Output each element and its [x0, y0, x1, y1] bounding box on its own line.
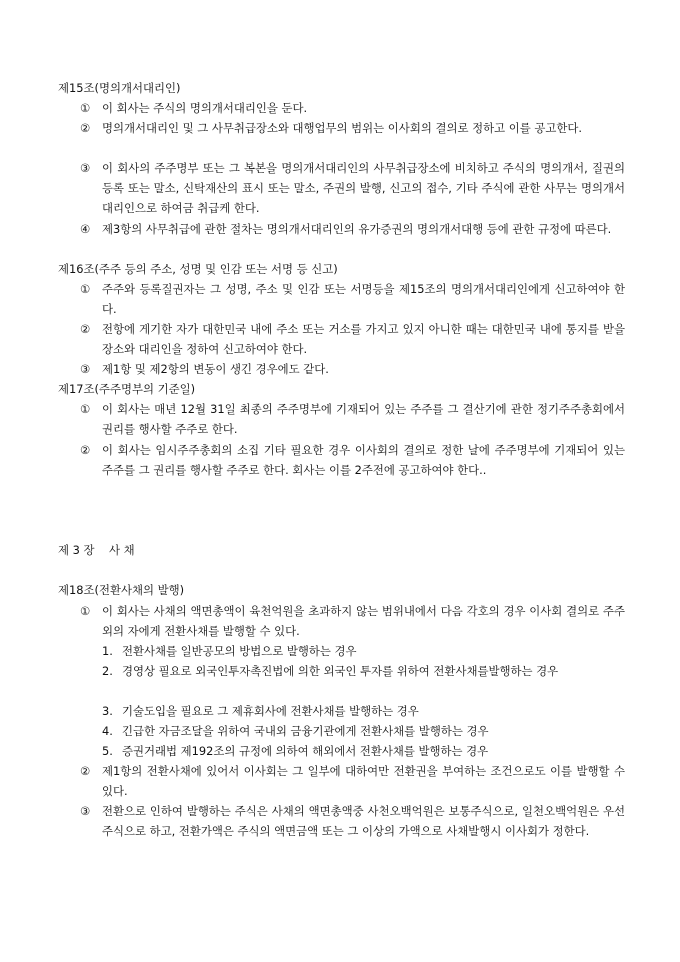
- sub-number: 1.: [102, 644, 113, 658]
- article-16-title: 제16조(주주 등의 주소, 성명 및 인감 또는 서명 등 신고): [58, 262, 338, 276]
- item-number: ③: [80, 161, 91, 175]
- sub-number: 3.: [102, 704, 113, 718]
- chapter-label: 제 3 장: [58, 543, 95, 557]
- article-17-item-2: [80, 440, 625, 480]
- article-18-item-2: [80, 761, 625, 801]
- sub-number: 2.: [102, 664, 113, 678]
- article-15-item-4: [80, 219, 625, 239]
- item-text: 이 회사는 매년 12월 31일 최종의 주주명부에 기재되어 있는 주주를 그 결산기에 관한 정기주주총회에서 권리를 행사할 주주로 한다.: [102, 402, 625, 436]
- item-number: ①: [80, 402, 91, 416]
- item-number: ②: [80, 121, 91, 135]
- article-18-sub-1: [102, 641, 624, 661]
- item-number: ②: [80, 443, 91, 457]
- sub-number: 4.: [102, 724, 113, 738]
- item-number: ③: [80, 804, 91, 818]
- article-18-title: 제18조(전환사채의 발행): [58, 583, 185, 597]
- item-text: 제1항의 전환사채에 있어서 이사회는 그 일부에 대하여만 전환권을 부여하는 조건으로도 이를 발행할 수 있다.: [102, 764, 625, 798]
- chapter-name: 사 채: [108, 543, 135, 557]
- article-15-item-3: [80, 158, 625, 218]
- item-text: 이 회사는 사채의 액면총액이 육천억원을 초과하지 않는 범위내에서 다음 각호의 경우 이사회 결의로 주주외의 자에게 전환사채를 발행할 수 있다.: [102, 604, 625, 638]
- item-number: ③: [80, 362, 91, 376]
- article-18-sub-5: [102, 741, 624, 761]
- item-number: ①: [80, 101, 91, 115]
- article-16-item-1: [80, 279, 625, 319]
- article-15-item-2: [80, 118, 625, 138]
- item-number: ①: [80, 604, 91, 618]
- article-18-sub-3: [102, 701, 624, 721]
- item-text: 명의개서대리인 및 그 사무취급장소와 대행업무의 범위는 이사회의 결의로 정하고 이를 공고한다.: [102, 121, 582, 135]
- article-16-item-2: [80, 319, 625, 359]
- article-18-item-3: [80, 801, 625, 841]
- sub-number: 5.: [102, 744, 113, 758]
- item-text: 전항에 게기한 자가 대한민국 내에 주소 또는 거소를 가지고 있지 아니한 때는 대한민국 내에 통지를 받을 장소와 대리인을 정하여 신고하여야 한다.: [102, 322, 625, 356]
- item-text: 제3항의 사무취급에 관한 절차는 명의개서대리인의 유가증권의 명의개서대행 등에 관한 규정에 따른다.: [102, 222, 612, 236]
- article-17-title: 제17조(주주명부의 기준일): [58, 382, 196, 396]
- item-text: 이 회사의 주주명부 또는 그 복본을 명의개서대리인의 사무취급장소에 비치하고 주식의 명의개서, 질권의 등록 또는 말소, 신탁재산의 표시 또는 말소, 주권의 발행, 신고의 접수, 기타 주식에 관한 사무는 명의개서대리인으로 하여금 취급케 한다.: [102, 161, 625, 215]
- sub-text: 경영상 필요로 외국인투자촉진법에 의한 외국인 투자를 위하여 전환사채를발행하는 경우: [122, 664, 559, 678]
- article-18-sub-4: [102, 721, 624, 741]
- item-text: 전환으로 인하여 발행하는 주식은 사채의 액면총액중 사천오백억원은 보통주식으로, 일천오백억원은 우선주식으로 하고, 전환가액은 주식의 액면금액 또는 그 이상의 가액으로 사채발행시 이사회가 정한다.: [102, 804, 625, 838]
- chapter-heading: [58, 540, 135, 560]
- sub-text: 증권거래법 제192조의 규정에 의하여 해외에서 전환사채를 발행하는 경우: [122, 744, 489, 758]
- article-15-item-1: [80, 98, 625, 118]
- item-number: ④: [80, 222, 91, 236]
- item-number: ②: [80, 764, 91, 778]
- item-text: 주주와 등록질권자는 그 성명, 주소 및 인감 또는 서명등을 제15조의 명의개서대리인에게 신고하여야 한다.: [102, 282, 625, 316]
- item-text: 제1항 및 제2항의 변동이 생긴 경우에도 같다.: [102, 362, 329, 376]
- item-number: ①: [80, 282, 91, 296]
- item-number: ②: [80, 322, 91, 336]
- item-text: 이 회사는 주식의 명의개서대리인을 둔다.: [102, 101, 308, 115]
- article-18-item-1: [80, 601, 625, 641]
- sub-text: 기술도입을 필요로 그 제휴회사에 전환사채를 발행하는 경우: [122, 704, 419, 718]
- article-18-sub-2: [102, 661, 624, 681]
- article-17-item-1: [80, 399, 625, 439]
- article-15-title: 제15조(명의개서대리인): [58, 81, 181, 95]
- item-text: 이 회사는 임시주주총회의 소집 기타 필요한 경우 이사회의 결의로 정한 날에 주주명부에 기재되어 있는 주주를 그 권리를 행사할 주주로 한다. 회사는 이를 2주전에 공고하여야 한다..: [102, 443, 625, 477]
- sub-text: 전환사채를 일반공모의 방법으로 발행하는 경우: [122, 644, 357, 658]
- sub-text: 긴급한 자금조달을 위하여 국내외 금융기관에게 전환사채를 발행하는 경우: [122, 724, 489, 738]
- article-16-item-3: [80, 359, 625, 379]
